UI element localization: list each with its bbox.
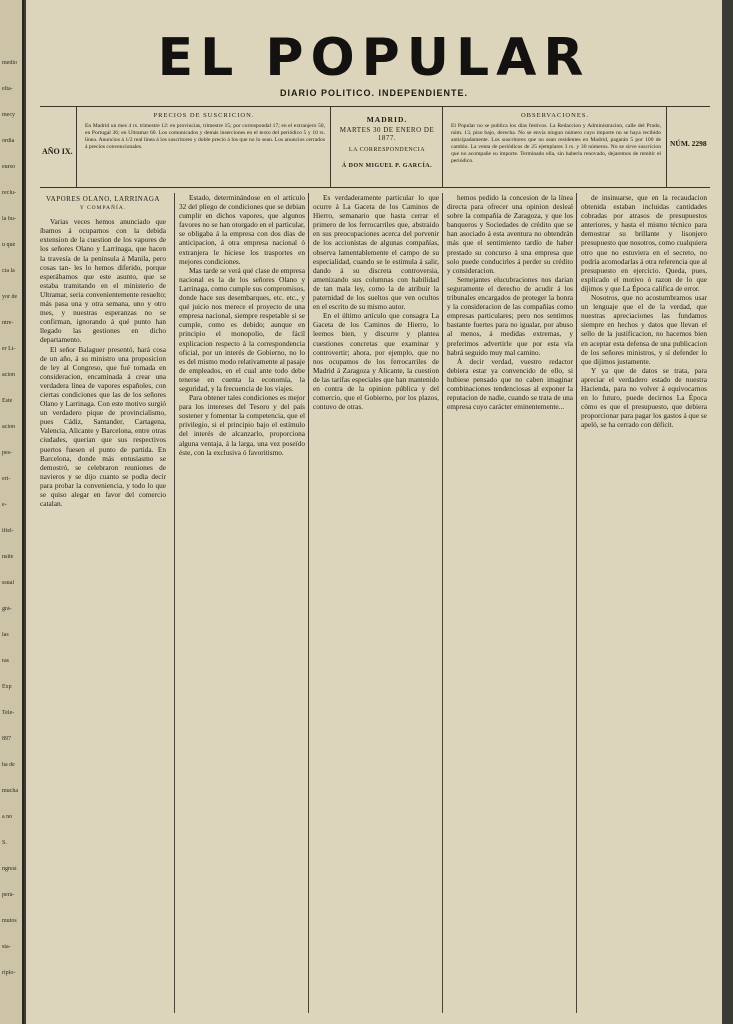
article-paragraph: Nosotros, que no acostumbramos usar un lenguaje que el de la verdad, que nuestras apreciaciones las fundamos siempre en hechos y datos que llevan el sello de la justificacion, no hacemos bien en aceptar esta defensa de una publicacion de los señores ministros, y sí defender lo que dijimos justamente. bbox=[581, 293, 707, 366]
article-column bbox=[442, 193, 577, 1013]
strip-fragment: er Li- bbox=[2, 346, 16, 352]
strip-fragment: mucha bbox=[2, 788, 18, 794]
strip-fragment: cia la bbox=[2, 268, 15, 274]
strip-fragment: e- bbox=[2, 502, 7, 508]
year-label: AÑO IX. bbox=[42, 147, 73, 156]
strip-fragment: perá- bbox=[2, 892, 15, 898]
strip-fragment: ngresí bbox=[2, 866, 17, 872]
article-paragraph: En el último artículo que consagra La Gaceta de los Caminos de Hierro, lo leemos bien, y discurre y plantea cuestiones concretas que examinar y controvertir; ahora, por ejemplo, que no nos ocupamos de los ferrocarriles de Madrid á Zaragoza y Alicante, la cuestion de las tarifas especiales que han mantenido en contra de la opinion pública y del comercio, que el Gobierno, por los plazos, contuvo de otras. bbox=[313, 311, 439, 412]
strip-fragment: yor de bbox=[2, 294, 18, 300]
strip-fragment: grá- bbox=[2, 606, 12, 612]
strip-fragment: acion bbox=[2, 372, 15, 378]
article-paragraph: Para obtener tales condiciones es mejor para los intereses del Tesoro y del país sostener y fomentar la competencia, que el privilegio, si el principio bajo el estímulo del interés de alcanzarlo, proporciona alguna ventaja, á la larga, una vez poseïdo éste, con la exclusiva ó favoritismo. bbox=[179, 393, 305, 457]
dateline-box bbox=[330, 107, 443, 187]
addressee-label: Á DON MIGUEL P. GARCÍA. bbox=[341, 163, 433, 169]
correspondence-label: LA CORRESPONDENCIA bbox=[348, 147, 426, 153]
article-paragraph: hemos pedido la concesion de la línea directa para ofrecer una opinion desleal sobre la compañía de Zaragoza, y que los banqueros y Sociedades de crédito que se han asociado á esta aventura no obtendrán más que el sentimiento tardío de haber prestado su concurso á una empresa que solo puede conducirles á perder su crédito y consideracion. bbox=[447, 193, 573, 275]
strip-fragment: S. bbox=[2, 840, 7, 846]
newspaper-page bbox=[26, 0, 722, 1024]
strip-fragment: riplo- bbox=[2, 970, 16, 976]
strip-fragment: ifiel- bbox=[2, 528, 14, 534]
strip-fragment: las bbox=[2, 632, 9, 638]
article-paragraph: El señor Balaguer presentó, hará cosa de un año, á su ministro una proposicion de ley al Congreso, que fué tomada en consideracion, encaminada á crear una verdadera línea de vapores españoles, con ciertas condiciones que las de los señores Olano y Larrinaga. Con este motivo surgió un verdadero pique de provincialismo, pues Cádiz, Santander, Cartagena, Valencia, Alicante y Barcelona, entre otras ciudades, querian que sus respectivos puertos fuesen el punto de partida. En Barcelona, donde más entusiasmo se demostró, se celebraron reuniones de navieros y se dijo cuanto se podia decir para probar la conveniencia, y todo lo que se quiso alegar en favor del comercio catalan. bbox=[40, 344, 166, 509]
city-label: MADRID. bbox=[366, 115, 408, 124]
issue-number: NÚM. 2298 bbox=[670, 139, 707, 148]
article-paragraph: Y ya que de datos se trata, para apreciar el verdadero estado de nuestra Hacienda, para no volver á equivocarnos en lo futuro, puede decirnos La Época cómo es que el presupuesto, que debiera proporcionar para pagar los gastos á que se apeló, se ha cerrado con déficit. bbox=[581, 365, 707, 430]
observations-box bbox=[442, 107, 667, 187]
strip-fragment: ras bbox=[2, 658, 9, 664]
strip-fragment: Este bbox=[2, 398, 13, 404]
header-band bbox=[40, 106, 710, 188]
number-box bbox=[666, 107, 711, 187]
article-column bbox=[576, 193, 711, 1013]
article-paragraph: Varias veces hemos anunciado que íbamos á ocuparnos con la debida extension de la cuestion de los vapores de los señores Olano y Larrinaga, que hacen la travesía de la península á Manila, pero cosas tan- les lo hemos diferido, porque esperábamos que este asunto, que se estaba tramitando en el ministerio de Ultramar, seria convenientemente resuelto; más pasa una y otra semana, uno y otro mes, y nuestras esperanzas no se confirman, ignorando á qué punto han llegado las gestiones en dicho departamento. bbox=[40, 217, 166, 345]
strip-fragment: mecy bbox=[2, 112, 15, 118]
strip-fragment: nsite bbox=[2, 554, 14, 560]
article-column bbox=[174, 193, 309, 1013]
article-paragraph: Semejantes elucubraciones nos darian seguramente el derecho de acudir á los tribunales encargados de proteger la honra y la consideracion de las compañías como empresas particulares; pero nos sentimos bastante fuertes para no igualar, por abuso al menos, á medidas extremas, y preferimos advertirle que por esta vía habrá seguido muy mal camino. bbox=[447, 274, 573, 357]
strip-fragment: ssual bbox=[2, 580, 14, 586]
strip-fragment: eri- bbox=[2, 476, 11, 482]
year-box bbox=[40, 107, 76, 187]
newspaper-title: EL POPULAR bbox=[157, 28, 591, 88]
article-paragraph: Estado, determinándose en el artículo 32 del pliego de condiciones que se debian cumplir en dichos vapores, que algunos favores no se han otorgado en el particular, se obligaba á la empresa con dos días de anticipacion, á otra empresa nacional ó extranjera le hiciese los trasportes en mejores condiciones. bbox=[179, 193, 305, 266]
article-paragraph: Es verdaderamente particular lo que ocurre á La Gaceta de los Caminos de Hierro, semanario que hasta cerrar el primero de los ferrocarriles que, abstraido en sus preocupaciones acerca del porvenir de los accionistas de algunas compañías, observa lamentablemente el campo de su especialidad, cuando se le estimula á salir, dando á su discreta controversia, amenizando sus columnas con habilidad de tan mala ley, como la de atribuir la paternidad de los sueltos que ven ocultos en el escrito de su mismo autor. bbox=[313, 193, 439, 312]
adjacent-page-fragment bbox=[0, 0, 24, 1024]
subscription-box bbox=[76, 107, 331, 187]
observations-text: El Popular no se publica los días festivos. La Redaccion y Administracion, calle del Prado, núm. 13, piso bajo, derecha. No se envia ningun número cuyo importe no se haya recibido anticipadamente. Los suscritores que no sean residentes en Madrid, pagarán 5 por 100 de cambio. La venta de periódicos de 25 ejemplares 3 rs. y 30 números. No se sirve suscricion que no acompañe su importe. Terminado ella, sin haberla renovado, dejaremos de remitir el periódico. bbox=[451, 123, 661, 164]
strip-fragment: u qué bbox=[2, 242, 16, 248]
strip-fragment: Exp bbox=[2, 684, 12, 690]
observations-title: OBSERVACIONES. bbox=[520, 112, 590, 119]
article-paragraph: de insinuarse, que en la recaudacion obtenida estaban incluidas cantidades cobradas por atrasos de presupuestos anteriores, y hasta el mismo técnico para demostrar su brillante y lisonjero presupuesto que nosotros, como cualquiera otro que no estuviera en el secreto, no podría acomodarlas á otra referencia que al presupuesto en ejercicio. Queda, pues, explicado el motivo ó razon de lo que dijimos y que La Época califica de error. bbox=[581, 193, 708, 293]
article-column bbox=[40, 193, 170, 1013]
strip-fragment: a no bbox=[2, 814, 13, 820]
strip-fragment: elta- bbox=[2, 86, 13, 92]
subscription-text: En Madrid un mes 4 rs. trimestre 12: en provincias, trimestre 15; por correspondal 17; en el extranjero 50, en Portugal 36; en Ultramar 60. Los comunicados y demás inserciones en el texto del periódico 5 y 10 rs. línea. Anuncios á 1/2 real línea á los suscritores y doble precio á los que no lo sean. Los anuncios cerrados á precios convencionales. bbox=[85, 123, 325, 150]
strip-fragment: medio bbox=[2, 60, 17, 66]
strip-fragment: mutos bbox=[2, 918, 17, 924]
masthead bbox=[26, 30, 722, 98]
strip-fragment: ntre- bbox=[2, 320, 14, 326]
article-subheading: Y COMPAÑÍA. bbox=[79, 205, 127, 212]
article-column bbox=[308, 193, 443, 1013]
article-paragraph: Mas tarde se verá qué clase de empresa nacional es la de los señores Olano y Larrinaga, como cumple sus compromisos, donde hace sus desembarques, etc. etc., y qué juicio nos merece el proyecto de una empresa nacional, siempre respetable si se cumple, como es debido; aunque en principio el monopolio, de fácil explicacion respecto á la correspondencia oficial, por un interés de Gobierno, no lo es del mismo modo relativamente al pasaje de empleados, en el cual ante todo debe tenerse en cuenta la economía, la seguridad, y la frecuencia de los viajes. bbox=[179, 265, 305, 393]
article-heading: VAPORES OLANO, LARRINAGA bbox=[46, 195, 160, 203]
subscription-title: PRECIOS DE SUSCRICION. bbox=[153, 112, 255, 119]
strip-fragment: 897 bbox=[2, 736, 11, 742]
strip-fragment: Tele- bbox=[2, 710, 15, 716]
article-paragraph: Á decir verdad, vuestro redactor debiera estar ya convencido de ello, si hubiese pensado que no caben imaginar combinaciones tendenciosas al exponer la reputacion de nadie, cuando se trata de una empresa cuyo carácter eminentemente... bbox=[447, 356, 573, 412]
strip-fragment: acion bbox=[2, 424, 15, 430]
strip-fragment: ha de bbox=[2, 762, 15, 768]
strip-fragment: pes- bbox=[2, 450, 12, 456]
strip-fragment: sta- bbox=[2, 944, 11, 950]
strip-fragment: ordia bbox=[2, 138, 15, 144]
issue-date: MARTES 30 DE ENERO DE 1877. bbox=[339, 126, 435, 142]
strip-fragment: la bu- bbox=[2, 216, 16, 222]
strip-fragment: reclu- bbox=[2, 190, 16, 196]
article-columns bbox=[40, 193, 710, 1013]
strip-fragment: eurso bbox=[2, 164, 15, 170]
newspaper-subtitle: DIARIO POLITICO. INDEPENDIENTE. bbox=[279, 88, 468, 98]
